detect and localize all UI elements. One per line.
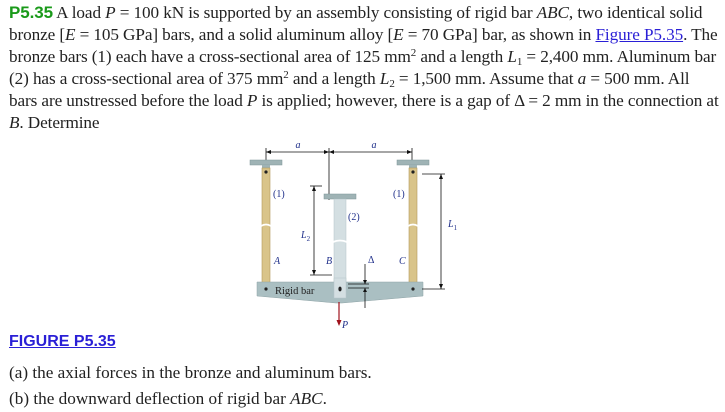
svg-text:P: P bbox=[342, 320, 349, 331]
left-bronze-bar bbox=[250, 160, 285, 290]
problem-statement: P5.35 A load P = 100 kN is supported by an assembly consisting of rigid bar ABC, two identical solid bronze [E = 105 GPa] bars, and a solid aluminum alloy [E = 70 GPa] bar, as shown in Figure P5.35. The bronze bars (1) each have a cross-sectional area of 125 $mm^2$ and a length $L_1 = 2,400$ mm. Aluminum bar (2) has a cross-sectional area of 375 $mm^2$ and a length $L_2 = 1,500$ mm. Assume that a = 500 mm. All bars are unstressed before the load P is applied; however, there is a gap of Δ = 2 mm in the connection at B. Determine bbox=[9, 3, 719, 132]
figure-link[interactable]: Figure P5.35 bbox=[595, 25, 684, 44]
svg-text:A: A bbox=[274, 256, 281, 267]
right-bronze-bar bbox=[393, 160, 429, 290]
dimension-L1 bbox=[422, 174, 458, 289]
part-a: (a) the axial forces in the bronze and aluminum bars. bbox=[9, 363, 372, 382]
svg-text:a: a bbox=[371, 140, 377, 151]
dimension-a bbox=[266, 140, 412, 200]
svg-text:L1: $L_1$ bbox=[448, 219, 458, 232]
svg-text:L2: $L_2$ bbox=[301, 230, 311, 243]
svg-text:Δ: Δ bbox=[368, 255, 375, 266]
svg-text:(1): (1) bbox=[273, 189, 285, 200]
svg-text:B: B bbox=[326, 256, 333, 267]
figure-diagram bbox=[230, 138, 480, 338]
question-parts bbox=[9, 360, 372, 412]
figure-caption-link[interactable]: FIGURE P5.35 bbox=[9, 333, 116, 350]
problem-number: P5.35 bbox=[9, 3, 53, 22]
svg-text:a: a bbox=[295, 140, 301, 151]
svg-text:(1): (1) bbox=[393, 189, 405, 200]
svg-text:(2): (2) bbox=[348, 212, 360, 223]
part-b: (b) the downward deflection of rigid bar ABC. bbox=[9, 389, 327, 408]
load-arrow bbox=[337, 302, 349, 331]
svg-text:C: C bbox=[399, 256, 406, 267]
svg-text:Rigid bar: Rigid bar bbox=[275, 286, 315, 297]
